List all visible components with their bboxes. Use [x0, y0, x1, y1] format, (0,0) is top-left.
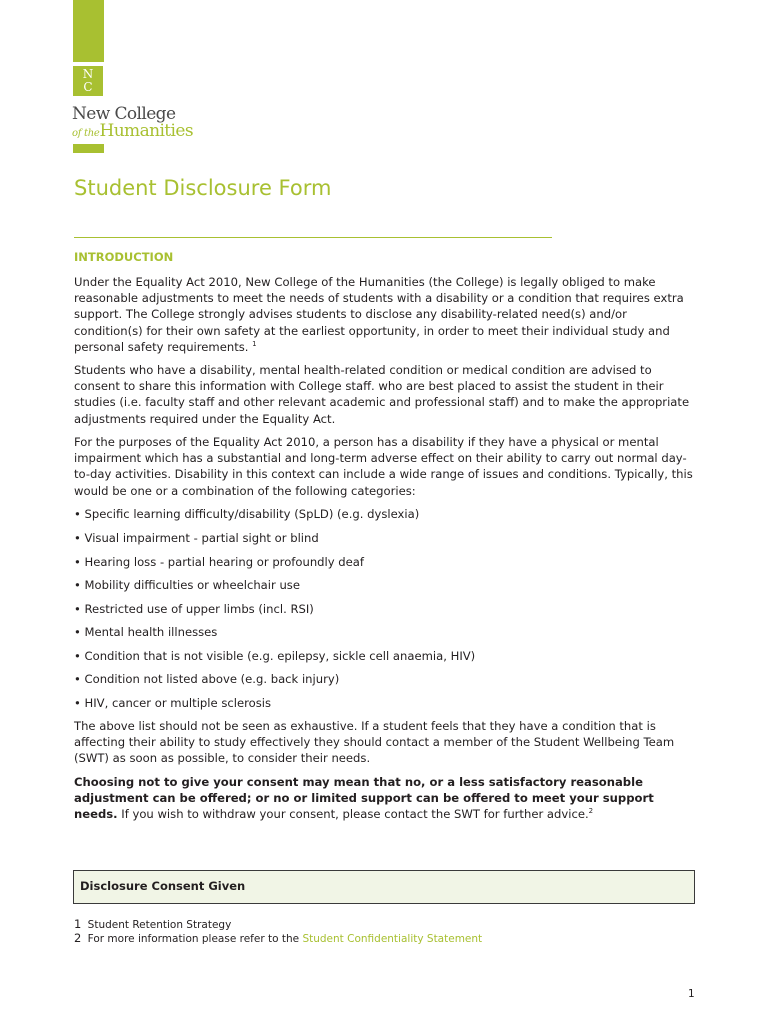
- disclosure-consent-box[interactable]: [73, 870, 695, 904]
- consent-warning-rest: If you wish to withdraw your consent, please contact the SWT for further advice.: [117, 807, 589, 822]
- section-heading-introduction: INTRODUCTION: [74, 250, 174, 264]
- footnote-2-number: 2: [74, 931, 82, 945]
- footnote-1-text: Student Retention Strategy: [87, 919, 232, 931]
- footnote-ref-2[interactable]: 2: [588, 807, 594, 816]
- disclosure-consent-label: Disclosure Consent Given: [80, 879, 246, 893]
- footnote-ref-1[interactable]: 1: [252, 339, 257, 348]
- logo-of-the: of the: [72, 128, 100, 139]
- footnote-2: [74, 931, 482, 946]
- paragraph-list-not-exhaustive: The above list should not be seen as exhaustive. If a student feels that they have a condition that is affecting their ability to study effectively they should contact a member of the Student Wellbeing Team (SWT) as soon as possible, to consider their needs.: [74, 719, 675, 766]
- list-item: • Condition not listed above (e.g. back injury): [74, 672, 340, 686]
- list-item: • Specific learning difficulty/disability (SpLD) (e.g. dyslexia): [74, 507, 420, 521]
- footnote-1: [74, 917, 231, 932]
- paragraph-disability-definition: For the purposes of the Equality Act 2010, a person has a disability if they have a physical or mental impairment which has a substantial and long-term adverse effect on their ability to carry out normal day-to-day activities. Disability in this context can include a wide range of issues and conditions. Typically, this would be one or a combination of the following categories:: [74, 435, 693, 498]
- list-item: • Hearing loss - partial hearing or profoundly deaf: [74, 555, 364, 569]
- logo-bar-bottom: [73, 144, 104, 153]
- page-number: 1: [688, 988, 695, 1000]
- logo-monogram-c: C: [83, 80, 93, 94]
- footnote-2-text: For more information please refer to the: [87, 933, 303, 945]
- paragraph-consent-warning: [74, 774, 694, 823]
- list-item: • Condition that is not visible (e.g. epilepsy, sickle cell anaemia, HIV): [74, 649, 476, 663]
- logo-line-2: [72, 121, 193, 141]
- list-item: • Visual impairment - partial sight or blind: [74, 531, 319, 545]
- logo-monogram: [73, 66, 103, 96]
- paragraph-equality-act: [74, 274, 694, 355]
- footnote-1-number: 1: [74, 917, 82, 931]
- logo-bar-top: [73, 0, 104, 62]
- logo-humanities: Humanities: [99, 121, 193, 141]
- logo-line-1: New College: [72, 104, 176, 124]
- title-divider: [74, 237, 552, 238]
- consent-warning-bold: Choosing not to give your consent may mean that no, or a less satisfactory reasonable adjustment can be offered; or no or limited support can be offered to meet your support needs.: [74, 775, 654, 822]
- paragraph-consent-advice: Students who have a disability, mental health-related condition or medical condition are advised to consent to share this information with College staff. who are best placed to assist the student in their studies (i.e. faculty staff and other relevant academic and professional staff) and to make the appropriate adjustments required under the Equality Act.: [74, 363, 690, 426]
- list-item: • HIV, cancer or multiple sclerosis: [74, 696, 271, 710]
- confidentiality-statement-link[interactable]: Student Confidentiality Statement: [302, 933, 483, 945]
- list-item: • Restricted use of upper limbs (incl. RSI): [74, 602, 314, 616]
- paragraph-1-text: Under the Equality Act 2010, New College of the Humanities (the College) is legally obliged to make reasonable adjustments to meet the needs of students with a disability or a condition that requires extra support. The College strongly advises students to disclose any disability-related need(s) and/or condition(s) for their own safety at the earliest opportunity, in order to meet their individual study and personal safety requirements.: [74, 275, 684, 354]
- page-title: Student Disclosure Form: [74, 176, 332, 200]
- list-item: • Mental health illnesses: [74, 625, 218, 639]
- logo-monogram-n: N: [82, 67, 94, 81]
- list-item: • Mobility difficulties or wheelchair use: [74, 578, 300, 592]
